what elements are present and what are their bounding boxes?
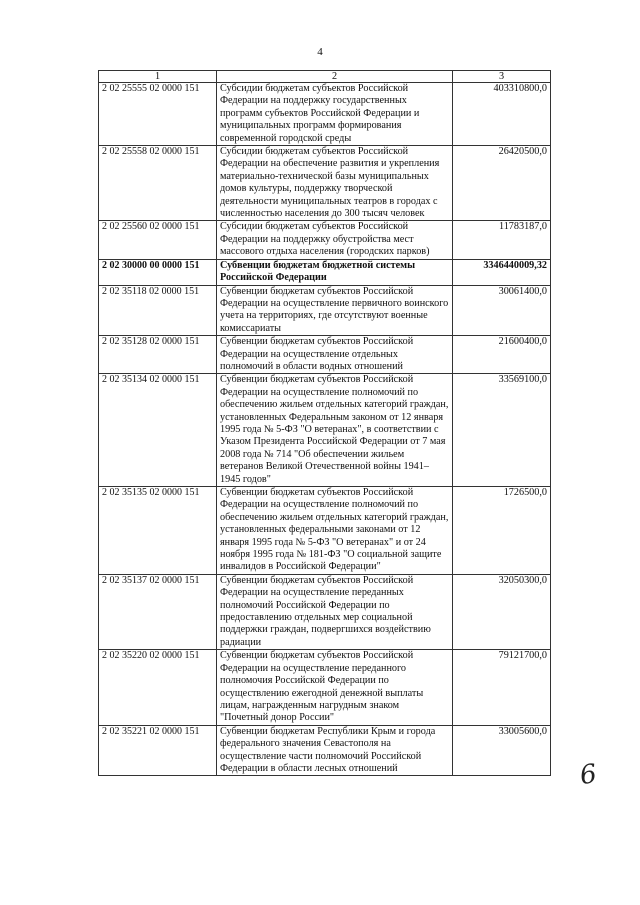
table-row [99,221,551,259]
handwritten-page-mark: 6 [577,758,599,792]
row-name: Субвенции бюджетам субъектов Российской Федерации на осуществление отдельных полномочий в области водных отношений [217,336,453,374]
row-code: 2 02 30000 00 0000 151 [99,259,217,285]
row-name: Субвенции бюджетам бюджетной системы Российской Федерации [217,259,453,285]
table-row [99,259,551,285]
table-row [99,650,551,725]
row-amount: 26420500,0 [453,146,551,221]
column-header-2: 2 [217,71,453,83]
row-amount: 21600400,0 [453,336,551,374]
budget-table [98,70,551,776]
table-row [99,146,551,221]
row-amount: 11783187,0 [453,221,551,259]
row-code: 2 02 35220 02 0000 151 [99,650,217,725]
row-code: 2 02 25558 02 0000 151 [99,146,217,221]
row-name: Субвенции бюджетам субъектов Российской Федерации на осуществление переданных полномочий Российской Федерации по предоставлению отдельных мер социальной поддержки граждан, подвергшихся воздействию радиации [217,574,453,649]
row-code: 2 02 35135 02 0000 151 [99,487,217,575]
row-amount: 79121700,0 [453,650,551,725]
table-row [99,487,551,575]
row-name: Субсидии бюджетам субъектов Российской Федерации на поддержку обустройства мест массового отдыха населения (городских парков) [217,221,453,259]
row-amount: 33005600,0 [453,725,551,776]
row-code: 2 02 25555 02 0000 151 [99,83,217,146]
row-amount: 30061400,0 [453,285,551,336]
table-row [99,83,551,146]
column-header-3: 3 [453,71,551,83]
row-amount: 1726500,0 [453,487,551,575]
row-name: Субвенции бюджетам субъектов Российской Федерации на осуществление полномочий по обеспечению жильем отдельных категорий граждан, установленных Федеральным законом от 12 января 1995 года № 5-ФЗ "О ветеранах", в соответствии с Указом Президента Российской Федерации от 7 мая 2008 года № 714 "Об обеспечении жильем ветеранов Великой Отечественной войны 1941–1945 годов" [217,374,453,487]
row-code: 2 02 35137 02 0000 151 [99,574,217,649]
row-name: Субвенции бюджетам субъектов Российской Федерации на осуществление переданного полномочия Российской Федерации по осуществлению ежегодной денежной выплаты лицам, награжденным нагрудным знаком "Почетный донор России" [217,650,453,725]
row-amount: 33569100,0 [453,374,551,487]
row-amount: 3346440009,32 [453,259,551,285]
column-header-1: 1 [99,71,217,83]
row-amount: 32050300,0 [453,574,551,649]
row-name: Субсидии бюджетам субъектов Российской Федерации на поддержку государственных программ субъектов Российской Федерации и муниципальных программ формирования современной городской среды [217,83,453,146]
row-code: 2 02 35128 02 0000 151 [99,336,217,374]
table-row [99,725,551,776]
row-amount: 403310800,0 [453,83,551,146]
row-code: 2 02 35134 02 0000 151 [99,374,217,487]
row-name: Субвенции бюджетам субъектов Российской Федерации на осуществление полномочий по обеспечению жильем отдельных категорий граждан, установленных федеральными законами от 12 января 1995 года № 5-ФЗ "О ветеранах" и от 24 ноября 1995 года № 181-ФЗ "О социальной защите инвалидов в Российской Федерации" [217,487,453,575]
row-name: Субсидии бюджетам субъектов Российской Федерации на обеспечение развития и укрепления материально-технической базы муниципальных домов культуры, поддержку творческой деятельности муниципальных театров в городах с численностью населения до 300 тысяч человек [217,146,453,221]
table-row [99,374,551,487]
page-number: 4 [317,46,323,58]
table-row [99,574,551,649]
row-name: Субвенции бюджетам субъектов Российской Федерации на осуществление первичного воинского учета на территориях, где отсутствуют военные комиссариаты [217,285,453,336]
table-header-row [99,71,551,83]
row-name: Субвенции бюджетам Республики Крым и города федерального значения Севастополя на осуществление части полномочий Российской Федерации в области лесных отношений [217,725,453,776]
row-code: 2 02 35221 02 0000 151 [99,725,217,776]
row-code: 2 02 35118 02 0000 151 [99,285,217,336]
table-row [99,285,551,336]
table-row [99,336,551,374]
row-code: 2 02 25560 02 0000 151 [99,221,217,259]
